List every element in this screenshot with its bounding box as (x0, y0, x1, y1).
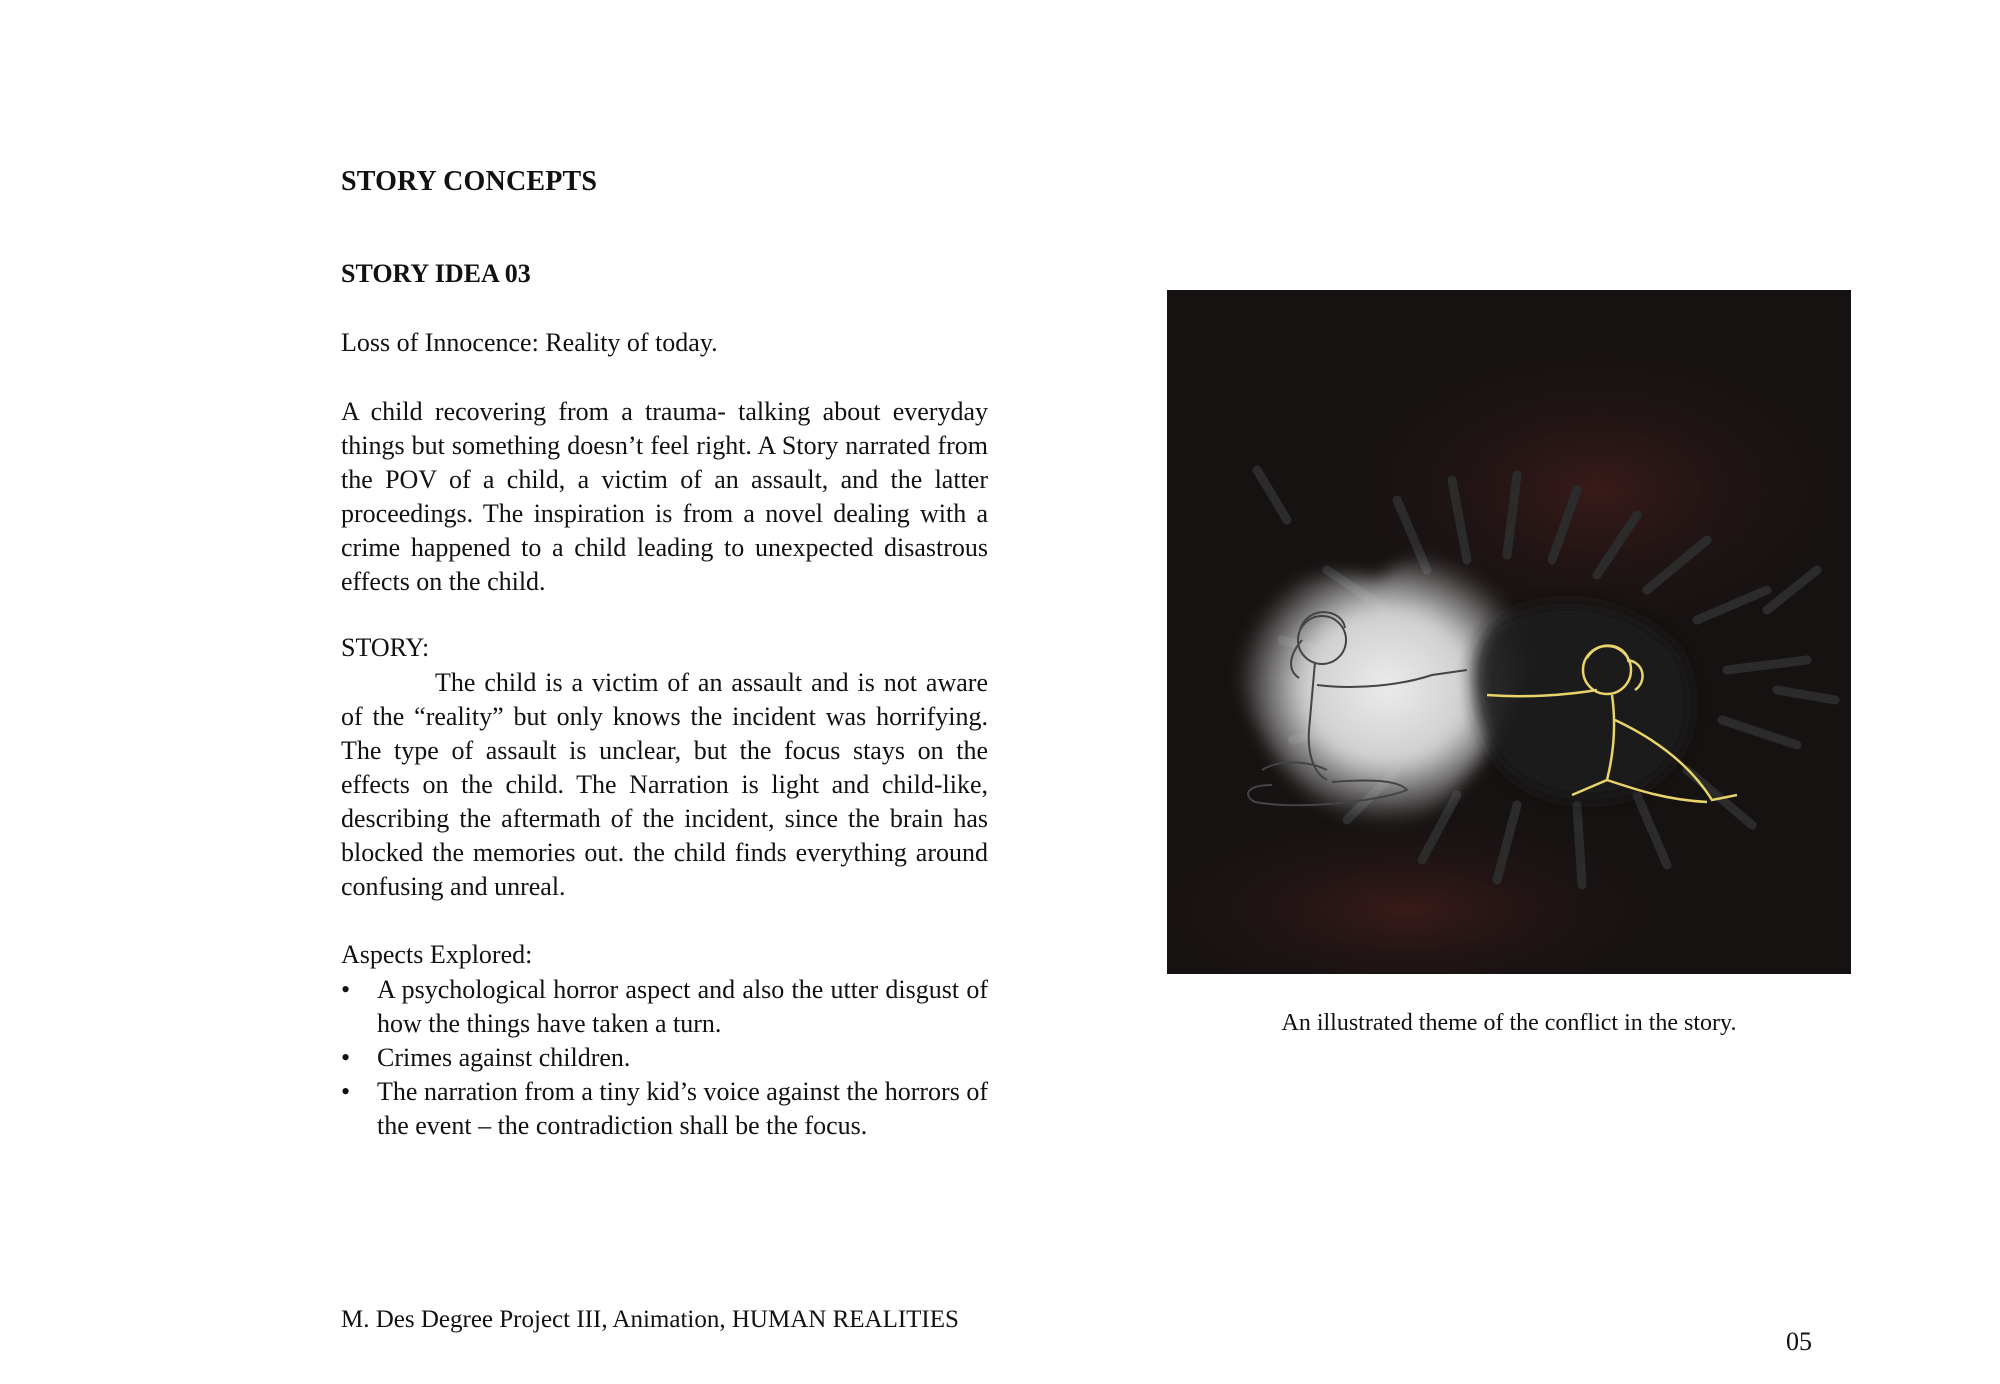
story-paragraph: The child is a victim of an assault and is not aware of the “reality” but only knows the incident was horrifying. The type of assault is unclear, but the focus stays on the effects on the child. The Narration is light and child-like, describing the aftermath of the incident, since the brain has blocked the memories out. the child finds everything around confusing and unreal. (341, 668, 988, 901)
story-idea-title: STORY IDEA 03 (341, 259, 531, 288)
aspect-text: A psychological horror aspect and also the utter disgust of how the things have taken a turn. (377, 975, 988, 1038)
aspect-item (341, 1041, 988, 1075)
story-theme: Loss of Innocence: Reality of today. (341, 328, 718, 357)
bullet: • (341, 1077, 351, 1106)
page-heading: STORY CONCEPTS (341, 166, 598, 197)
page-number: 05 (1786, 1327, 1812, 1356)
aspects-label: Aspects Explored: (341, 940, 533, 969)
bullet: • (341, 975, 351, 1004)
aspect-item (341, 973, 988, 1041)
aspect-text: The narration from a tiny kid’s voice against the horrors of the event – the contradiction shall be the focus. (377, 1077, 988, 1140)
aspect-item (341, 1075, 988, 1143)
story-summary-paragraph: A child recovering from a trauma- talking about everyday things but something doesn’t feel right. A Story narrated from the POV of a child, a victim of an assault, and the latter proceedings. The inspiration is from a novel dealing with a crime happened to a child leading to unexpected disastrous effects on the child. (341, 397, 988, 596)
footer-text: M. Des Degree Project III, Animation, HUMAN REALITIES (341, 1306, 959, 1333)
story-label: STORY: (341, 633, 430, 662)
aspect-text: Crimes against children. (377, 1043, 631, 1072)
illustration-caption: An illustrated theme of the conflict in the story. (1281, 1010, 1737, 1036)
aspects-list (341, 973, 988, 1143)
conflict-illustration (1167, 290, 1851, 974)
bullet: • (341, 1043, 351, 1072)
